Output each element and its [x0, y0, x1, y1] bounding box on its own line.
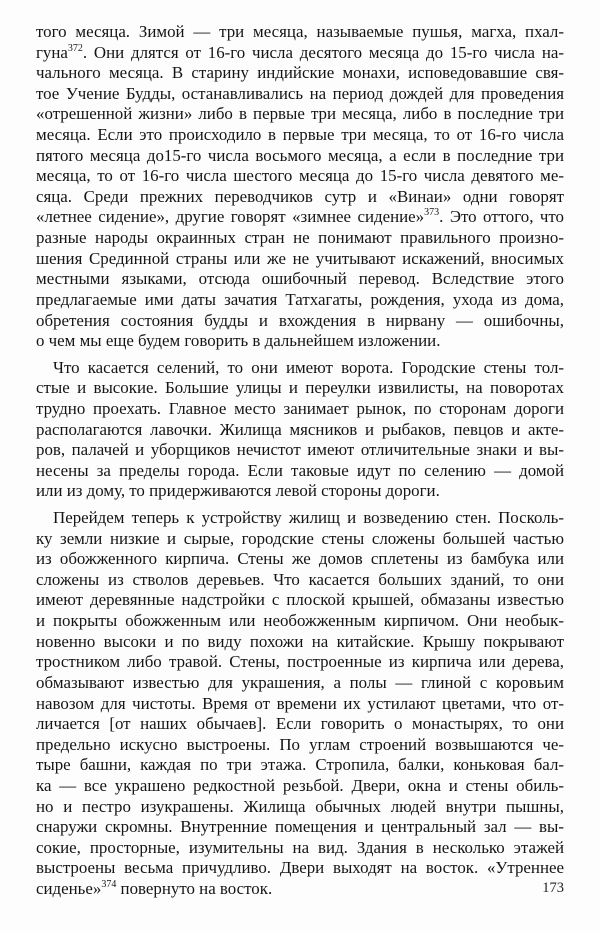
line-text: месяца, то от 16-го числа шестого месяца до 15-го числа девятого ме-	[36, 166, 564, 186]
text-line	[36, 673, 564, 694]
text-line	[36, 228, 564, 249]
line-text: имеют деревянные надстройки с плоской крышей, обмазаны известью	[36, 590, 564, 610]
text-line	[36, 632, 564, 653]
line-text: тростником либо травой. Стены, построенные из кирпича или дерева,	[36, 652, 564, 672]
text-line	[36, 611, 564, 632]
text-line	[36, 331, 564, 352]
line-text: выстроены весьма причудливо. Двери выходят на восток. «Утреннее	[36, 858, 564, 878]
line-text: месяца. Если это происходило в первые три месяца, то от 16-го числа	[36, 125, 564, 145]
text-line	[36, 249, 564, 270]
text-line	[36, 481, 564, 502]
line-text: стые и высокие. Большие улицы и переулки извилисты, на поворотах	[36, 378, 564, 398]
page-number: 173	[542, 880, 564, 896]
text-line	[36, 590, 564, 611]
text-line	[36, 440, 564, 461]
text-line	[36, 858, 564, 879]
text-line	[36, 570, 564, 591]
text-line	[36, 549, 564, 570]
text-line	[36, 399, 564, 420]
text-line	[36, 187, 564, 208]
text-line	[36, 290, 564, 311]
line-text: трудно проехать. Главное место занимает рынок, по сторонам дороги	[36, 398, 564, 418]
line-text: но и пестро изукрашены. Жилища обычных людей внутри пышны,	[36, 796, 564, 816]
line-text-tail: повернуто на восток.	[116, 878, 273, 898]
line-text: личается [от наших обычаев]. Если говорить о монастырях, то они	[36, 714, 564, 734]
line-text: обретения состояния будды и вхождения в нирвану — ошибочны,	[36, 310, 564, 330]
line-text: ров, палачей и уборщиков нечистот имеют отличительные знаки и вы-	[36, 440, 564, 460]
line-text: навозом для чистоты. Время от времени их устилают цветами, что от-	[36, 693, 564, 713]
text-line	[36, 817, 564, 838]
line-text: располагаются лавочки. Жилища мясников и рыбаков, певцов и акте-	[36, 419, 564, 439]
line-text: пятого месяца до15-го числа восьмого месяца, а если в последние три	[36, 145, 564, 165]
line-text: шения Срединной страны или же не учитывают искажений, вносимых	[36, 248, 564, 268]
line-text: тыре башни, каждая по три этажа. Стропила, балки, коньковая бал-	[36, 755, 564, 775]
text-line	[36, 529, 564, 550]
line-text-tail: . Это оттого, что	[439, 207, 564, 227]
text-line	[36, 508, 564, 529]
text-line	[36, 735, 564, 756]
paragraph	[36, 508, 564, 900]
line-text: Что касается селений, то они имеют ворота. Городские стены тол-	[53, 357, 564, 377]
line-text: новенно высоки и по виду похожи на китайские. Крышу покрывают	[36, 631, 564, 651]
paragraph	[36, 22, 564, 352]
line-text: «летнее сидение», другие говорят «зимнее сидение»	[36, 207, 425, 227]
body-text	[36, 22, 564, 900]
line-text: обмазывают известью для украшения, а полы — глиной с коровьим	[36, 672, 564, 692]
line-text: несены за пределы города. Если таковые идут по селению — домой	[36, 460, 564, 480]
line-text: сяца. Среди прежних переводчиков сутр и «Винаи» одни говорят	[36, 186, 564, 206]
footnote-ref: 372	[67, 42, 83, 54]
line-text: тое Учение Будды, останавливались на период дождей для проведения	[36, 83, 564, 103]
line-text: снаружи скромны. Внутренние помещения и центральный зал — вы-	[36, 817, 564, 837]
text-line	[36, 420, 564, 441]
paragraph	[36, 358, 564, 502]
text-line	[36, 694, 564, 715]
text-line	[36, 838, 564, 859]
line-text: и покрыты обожженным или необожженным кирпичом. Они необык-	[36, 611, 564, 631]
line-text: из обожженного кирпича. Стены же домов сплетены из бамбука или	[36, 549, 564, 569]
line-text: сокие, просторные, изумительны на вид. Здания в несколько этажей	[36, 837, 564, 857]
text-line	[36, 43, 564, 64]
text-line	[36, 104, 564, 125]
text-line	[36, 879, 564, 900]
text-line	[36, 63, 564, 84]
line-text: сиденье»	[36, 878, 102, 898]
text-line	[36, 755, 564, 776]
line-text: сложены из стволов деревьев. Что касается больших зданий, то они	[36, 569, 564, 589]
line-text: чального месяца. В старину индийские монахи, исповедовавшие свя-	[36, 63, 564, 83]
text-line	[36, 125, 564, 146]
text-line	[36, 776, 564, 797]
text-line	[36, 311, 564, 332]
line-text: предлагаемые ими даты зачатия Татхагаты, рождения, ухода из дома,	[36, 289, 564, 309]
text-line	[36, 358, 564, 379]
text-line	[36, 714, 564, 735]
footnote-ref: 373	[424, 207, 440, 219]
line-text: того месяца. Зимой — три месяца, называемые пушья, магха, пхал-	[36, 22, 564, 41]
text-line	[36, 22, 564, 43]
text-line	[36, 166, 564, 187]
text-line	[36, 269, 564, 290]
line-text: разные народы окраинных стран не понимают правильного произно-	[36, 228, 564, 248]
line-text: местными языками, отсюда ошибочный перевод. Вследствие этого	[36, 269, 564, 289]
line-text: ка — все украшено редкостной резьбой. Двери, окна и стены обиль-	[36, 775, 564, 795]
text-line	[36, 461, 564, 482]
line-text: гуна	[36, 42, 68, 62]
line-text: «отрешенной жизни» либо в первые три месяца, либо в последние три	[36, 104, 564, 124]
line-text-tail: . Они длятся от 16-го числа десятого месяца до 15-го числа на-	[82, 42, 564, 62]
line-text: Перейдем теперь к устройству жилищ и возведению стен. Посколь-	[53, 508, 564, 528]
text-line	[36, 207, 564, 228]
text-line	[36, 378, 564, 399]
line-text: предельно искусно выстроены. По углам строений возвышаются че-	[36, 734, 564, 754]
text-line	[36, 652, 564, 673]
text-line	[36, 146, 564, 167]
line-text: или из дому, то придерживаются левой стороны дороги.	[36, 481, 440, 501]
text-line	[36, 797, 564, 818]
text-line	[36, 84, 564, 105]
footnote-ref: 374	[101, 878, 117, 890]
line-text: о чем мы еще будем говорить в дальнейшем изложении.	[36, 331, 441, 351]
line-text: ку земли низкие и сырые, городские стены сложены большей частью	[36, 528, 564, 548]
